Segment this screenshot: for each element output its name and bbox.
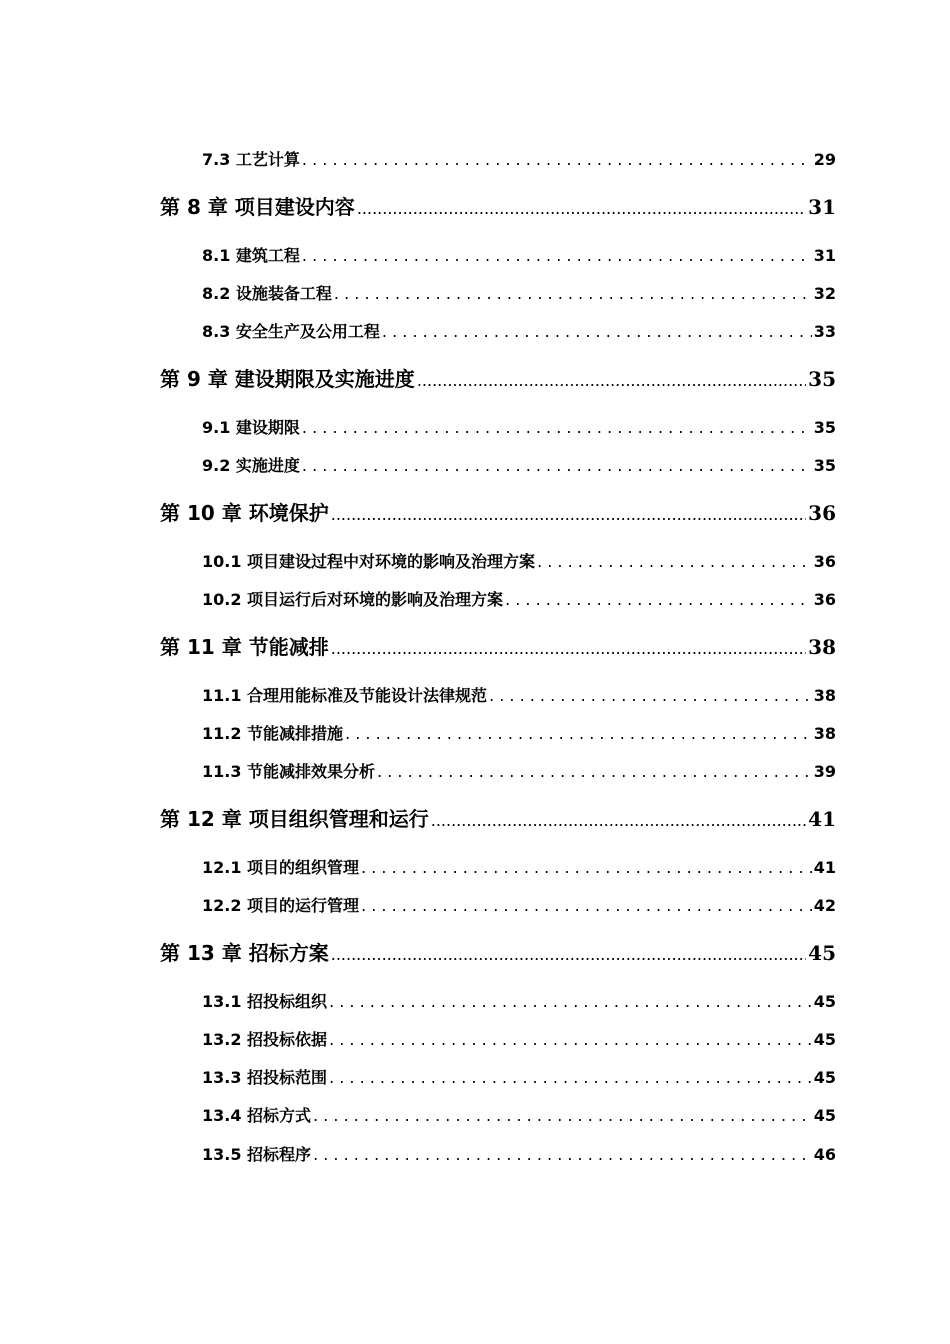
toc-entry-title: 第 10 章 环境保护 [160,501,329,525]
toc-entry-page: 39 [813,762,836,781]
toc-chapter-13[interactable] [160,938,836,968]
dot-leader [329,1066,812,1090]
toc-entry-title: 10.1 项目建设过程中对环境的影响及治理方案 [202,552,536,571]
toc-entry-title: 第 9 章 建设期限及实施进度 [160,367,415,391]
dot-leader [505,588,812,612]
dot-leader [537,550,812,574]
dot-leader [382,320,812,344]
dot-leader [334,282,812,306]
toc-entry-title: 第 12 章 项目组织管理和运行 [160,807,429,831]
toc-entry-page: 29 [813,150,836,169]
toc-entry-page: 35 [808,367,836,391]
toc-entry-title: 12.1 项目的组织管理 [202,858,360,877]
toc-entry-title: 13.2 招投标依据 [202,1030,328,1049]
toc-entry-page: 42 [813,896,836,915]
toc-entry-title: 13.1 招投标组织 [202,992,328,1011]
toc-entry-title: 9.2 实施进度 [202,456,300,475]
dot-leader [377,760,812,784]
toc-chapter-9[interactable] [160,364,836,394]
toc-entry-7-3[interactable] [202,148,836,172]
toc-chapter-11[interactable] [160,632,836,662]
dot-leader [302,244,812,268]
toc-entry-page: 36 [813,590,836,609]
toc-entry-13-3[interactable] [202,1066,836,1090]
toc-entry-title: 13.3 招投标范围 [202,1068,328,1087]
dot-leader [331,498,806,530]
dot-leader [302,148,812,172]
toc-entry-page: 36 [808,501,836,525]
toc-entry-title: 9.1 建设期限 [202,418,300,437]
toc-entry-9-1[interactable] [202,416,836,440]
dot-leader [431,804,806,836]
toc-entry-8-1[interactable] [202,244,836,268]
toc-entry-title: 11.1 合理用能标准及节能设计法律规范 [202,686,488,705]
dot-leader [313,1104,812,1128]
toc-entry-title: 第 11 章 节能减排 [160,635,329,659]
toc-entry-page: 31 [808,195,836,219]
toc-entry-page: 41 [813,858,836,877]
toc-chapter-8[interactable] [160,192,836,222]
toc-entry-page: 33 [813,322,836,341]
toc-entry-13-5[interactable] [202,1143,836,1167]
toc-entry-page: 31 [813,246,836,265]
toc-entry-10-1[interactable] [202,550,836,574]
toc-entry-title: 11.3 节能减排效果分析 [202,762,376,781]
toc-entry-12-2[interactable] [202,894,836,918]
toc-entry-title: 第 8 章 项目建设内容 [160,195,355,219]
dot-leader [329,1028,812,1052]
toc-entry-page: 38 [808,635,836,659]
toc-entry-title: 13.5 招标程序 [202,1145,312,1164]
dot-leader [313,1143,812,1167]
toc-entry-13-1[interactable] [202,990,836,1014]
toc-entry-page: 35 [813,418,836,437]
dot-leader [417,364,806,396]
toc-chapter-12[interactable] [160,804,836,834]
toc-entry-page: 41 [808,807,836,831]
dot-leader [331,632,806,664]
toc-entry-page: 38 [813,724,836,743]
toc-entry-11-3[interactable] [202,760,836,784]
dot-leader [361,894,812,918]
dot-leader [345,722,812,746]
toc-entry-13-4[interactable] [202,1104,836,1128]
toc-entry-page: 32 [813,284,836,303]
toc-entry-8-3[interactable] [202,320,836,344]
toc-chapter-10[interactable] [160,498,836,528]
toc-entry-page: 45 [813,1030,836,1049]
toc-entry-title: 11.2 节能减排措施 [202,724,344,743]
toc-entry-page: 38 [813,686,836,705]
toc-entry-title: 7.3 工艺计算 [202,150,300,169]
toc-entry-title: 13.4 招标方式 [202,1106,312,1125]
dot-leader [489,684,812,708]
toc-entry-11-2[interactable] [202,722,836,746]
toc-entry-8-2[interactable] [202,282,836,306]
toc-entry-title: 8.1 建筑工程 [202,246,300,265]
toc-entry-page: 36 [813,552,836,571]
toc-entry-page: 45 [813,1068,836,1087]
toc-entry-page: 45 [808,941,836,965]
toc-entry-title: 10.2 项目运行后对环境的影响及治理方案 [202,590,504,609]
toc-entry-10-2[interactable] [202,588,836,612]
dot-leader [302,454,812,478]
dot-leader [329,990,812,1014]
dot-leader [357,192,806,224]
toc-entry-11-1[interactable] [202,684,836,708]
toc-entry-12-1[interactable] [202,856,836,880]
dot-leader [302,416,812,440]
toc-entry-page: 46 [813,1145,836,1164]
toc-entry-title: 8.3 安全生产及公用工程 [202,322,380,341]
toc-entry-title: 8.2 设施装备工程 [202,284,332,303]
toc-entry-title: 第 13 章 招标方案 [160,941,329,965]
dot-leader [331,938,806,970]
toc-entry-title: 12.2 项目的运行管理 [202,896,360,915]
toc-entry-13-2[interactable] [202,1028,836,1052]
toc-entry-9-2[interactable] [202,454,836,478]
toc-entry-page: 45 [813,1106,836,1125]
toc-entry-page: 35 [813,456,836,475]
dot-leader [361,856,812,880]
toc-entry-page: 45 [813,992,836,1011]
